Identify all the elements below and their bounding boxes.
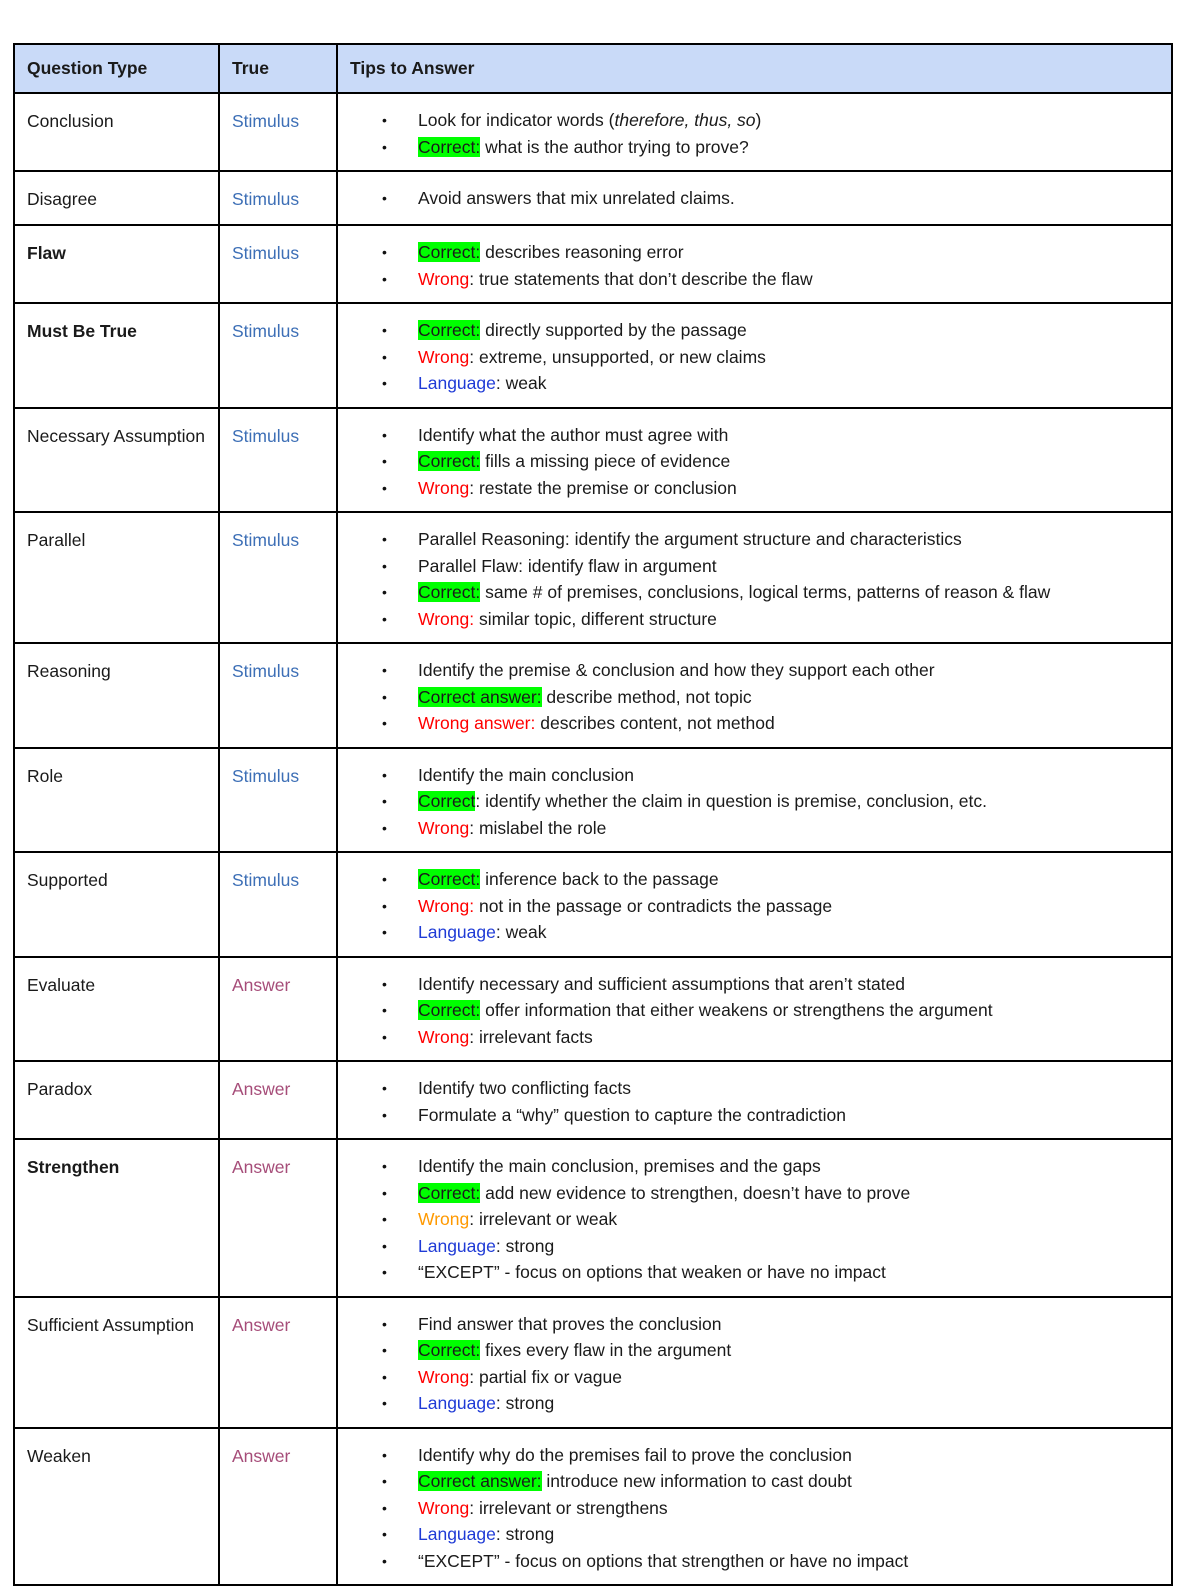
tip-text: Identify the main conclusion, premises and the gaps [418, 1156, 821, 1176]
tip-item [418, 1180, 1161, 1207]
true-cell [219, 93, 337, 171]
tip-item [418, 1311, 1161, 1338]
question-type-cell [14, 225, 219, 303]
question-type-label: Necessary Assumption [27, 425, 205, 446]
tip-item [418, 1337, 1161, 1364]
wrong-label: Wrong [418, 477, 470, 498]
tip-text: describes content, not method [535, 713, 775, 733]
tip-item [418, 866, 1161, 893]
tip-text: same # of premises, conclusions, logical terms, patterns of reason & flaw [480, 582, 1051, 602]
tip-text: add new evidence to strengthen, doesn’t have to prove [480, 1182, 911, 1203]
tip-text: describe method, not topic [541, 686, 752, 707]
tip-item [418, 1233, 1161, 1260]
tip-item [418, 422, 1161, 449]
correct-label: Correct: [418, 582, 481, 602]
tip-text: “EXCEPT” - focus on options that strengthen or have no impact [418, 1550, 909, 1571]
tip-text: : mislabel the role [469, 817, 607, 838]
tips-cell [337, 1139, 1172, 1297]
tip-text: : strong [495, 1235, 555, 1256]
header-tips-label: Tips to Answer [350, 58, 475, 78]
question-type-label: Conclusion [27, 111, 114, 131]
question-type-cell [14, 643, 219, 748]
wrong-label: Wrong [418, 1209, 470, 1229]
tips-cell [337, 512, 1172, 643]
language-label: Language [418, 922, 496, 942]
tip-text: similar topic, different structure [474, 608, 717, 629]
tips-cell [337, 303, 1172, 408]
true-cell [219, 748, 337, 853]
tip-text: Identify necessary and sufficient assumptions that aren’t stated [418, 973, 906, 994]
tip-item [418, 1442, 1161, 1469]
true-value-label: Answer [232, 1157, 291, 1177]
tip-text: Identify why do the premises fail to prove the conclusion [418, 1444, 852, 1465]
true-value-label: Answer [232, 1445, 291, 1466]
tip-text: Avoid answers that mix unrelated claims. [418, 188, 735, 208]
tip-item [418, 1153, 1161, 1180]
tip-text: : strong [495, 1524, 555, 1544]
header-row [14, 44, 1172, 93]
true-cell [219, 1061, 337, 1139]
tip-item [418, 475, 1161, 502]
question-type-label: Flaw [27, 243, 66, 263]
true-cell [219, 1139, 337, 1297]
tips-cell [337, 225, 1172, 303]
tips-list [350, 526, 1161, 632]
table-row [14, 1061, 1172, 1139]
tip-text: : irrelevant facts [469, 1026, 593, 1047]
tip-text: therefore, thus, so [614, 110, 756, 130]
tip-text: fills a missing piece of evidence [480, 451, 731, 471]
tip-item [418, 1521, 1161, 1548]
tip-item [418, 1364, 1161, 1391]
true-cell [219, 852, 337, 957]
language-label: Language [418, 373, 496, 393]
tip-item [418, 710, 1161, 737]
tip-item [418, 788, 1161, 815]
tip-text: : partial fix or vague [469, 1366, 622, 1387]
tip-text: fixes every flaw in the argument [480, 1340, 732, 1360]
language-label: Language [418, 1235, 496, 1256]
tips-list [350, 657, 1161, 737]
tips-list [350, 185, 1161, 212]
true-value-label: Stimulus [232, 425, 300, 446]
tip-item [418, 239, 1161, 266]
question-type-label: Weaken [27, 1445, 91, 1466]
correct-label: Correct: [418, 451, 481, 471]
tip-item [418, 997, 1161, 1024]
true-cell [219, 408, 337, 513]
correct-label: Correct answer: [418, 1471, 542, 1491]
header-question-type-label: Question Type [27, 58, 148, 78]
tip-text: : identify whether the claim in question is premise, conclusion, etc. [475, 791, 988, 811]
tips-cell [337, 1428, 1172, 1586]
tip-text: Parallel Reasoning: identify the argument structure and characteristics [418, 529, 962, 549]
wrong-label: Wrong [418, 268, 470, 289]
tip-item [418, 317, 1161, 344]
table-row [14, 171, 1172, 225]
correct-label: Correct: [418, 1182, 481, 1203]
tip-text: offer information that either weakens or strengthens the argument [480, 1000, 993, 1020]
tip-text: : extreme, unsupported, or new claims [469, 346, 766, 367]
tip-text: : irrelevant or weak [469, 1209, 618, 1229]
question-type-cell [14, 303, 219, 408]
tip-text: Identify what the author must agree with [418, 424, 729, 445]
table-row [14, 512, 1172, 643]
tip-item [418, 1548, 1161, 1575]
header-true-label: True [232, 58, 269, 78]
table-row [14, 93, 1172, 171]
tip-item [418, 344, 1161, 371]
true-cell [219, 957, 337, 1062]
tip-item [418, 1206, 1161, 1233]
tip-item [418, 266, 1161, 293]
true-value-label: Stimulus [232, 661, 300, 681]
tip-text: ) [755, 110, 762, 130]
wrong-label: Wrong [418, 1497, 470, 1518]
tip-item [418, 893, 1161, 920]
tip-item [418, 579, 1161, 606]
table-row [14, 1297, 1172, 1428]
tip-text: Find answer that proves the conclusion [418, 1313, 722, 1334]
tip-item [418, 107, 1161, 134]
wrong-label: Wrong: [418, 895, 475, 916]
table-row [14, 957, 1172, 1062]
tip-item [418, 1024, 1161, 1051]
tips-list [350, 239, 1161, 292]
question-type-cell [14, 1428, 219, 1586]
correct-label: Correct: [418, 320, 481, 340]
wrong-label: Wrong answer: [418, 713, 536, 733]
tip-item [418, 1259, 1161, 1286]
wrong-label: Wrong [418, 817, 470, 838]
tip-text: what is the author trying to prove? [480, 136, 749, 157]
question-type-cell [14, 1061, 219, 1139]
question-type-cell [14, 957, 219, 1062]
question-type-cell [14, 1139, 219, 1297]
true-cell [219, 303, 337, 408]
tips-list [350, 762, 1161, 842]
tip-item [418, 1468, 1161, 1495]
table-row [14, 643, 1172, 748]
header-true [219, 44, 337, 93]
tip-text: : weak [495, 373, 547, 393]
tip-text: “EXCEPT” - focus on options that weaken or have no impact [418, 1262, 886, 1282]
question-type-cell [14, 1297, 219, 1428]
question-type-label: Sufficient Assumption [27, 1314, 194, 1335]
tip-item [418, 684, 1161, 711]
question-type-cell [14, 93, 219, 171]
tip-text: : weak [495, 922, 547, 942]
true-value-label: Stimulus [232, 765, 300, 786]
tips-cell [337, 408, 1172, 513]
question-type-label: Strengthen [27, 1157, 120, 1177]
question-type-cell [14, 408, 219, 513]
question-type-label: Role [27, 765, 63, 786]
table-row [14, 408, 1172, 513]
wrong-label: Wrong [418, 1026, 470, 1047]
tip-text: describes reasoning error [480, 242, 684, 262]
table-row [14, 748, 1172, 853]
true-value-label: Answer [232, 974, 291, 995]
true-cell [219, 225, 337, 303]
tips-cell [337, 748, 1172, 853]
tip-text: Identify the premise & conclusion and how they support each other [418, 660, 935, 680]
tip-text: Identify the main conclusion [418, 764, 634, 785]
correct-label: Correct: [418, 1340, 481, 1360]
question-type-cell [14, 748, 219, 853]
tips-cell [337, 852, 1172, 957]
true-value-label: Answer [232, 1079, 291, 1099]
tip-text: Identify two conflicting facts [418, 1078, 632, 1098]
tips-list [350, 1311, 1161, 1417]
tip-item [418, 134, 1161, 161]
question-type-label: Paradox [27, 1079, 93, 1099]
table-row [14, 303, 1172, 408]
true-cell [219, 1428, 337, 1586]
tip-text: : restate the premise or conclusion [469, 477, 737, 498]
question-type-label: Supported [27, 870, 108, 890]
correct-label: Correct: [418, 136, 481, 157]
true-value-label: Stimulus [232, 321, 300, 341]
tips-list [350, 1153, 1161, 1286]
question-type-label: Disagree [27, 189, 98, 209]
language-label: Language [418, 1524, 496, 1544]
tips-cell [337, 643, 1172, 748]
language-label: Language [418, 1393, 496, 1413]
true-value-label: Stimulus [232, 870, 300, 890]
tip-item [418, 815, 1161, 842]
tip-text: : irrelevant or strengthens [469, 1497, 668, 1518]
true-value-label: Stimulus [232, 530, 300, 550]
question-type-cell [14, 512, 219, 643]
true-value-label: Stimulus [232, 111, 300, 131]
tip-item [418, 1075, 1161, 1102]
tip-text: introduce new information to cast doubt [541, 1471, 852, 1491]
tips-cell [337, 957, 1172, 1062]
tip-item [418, 370, 1161, 397]
tip-text: Look for indicator words ( [418, 110, 615, 130]
tip-text: : strong [495, 1393, 555, 1413]
tip-item [418, 526, 1161, 553]
question-type-table [13, 43, 1173, 1586]
wrong-label: Wrong [418, 1366, 470, 1387]
question-type-cell [14, 171, 219, 225]
tips-list [350, 422, 1161, 502]
correct-label: Correct [418, 791, 476, 811]
tips-list [350, 1442, 1161, 1575]
question-type-cell [14, 852, 219, 957]
tips-list [350, 866, 1161, 946]
tip-item [418, 971, 1161, 998]
table-row [14, 225, 1172, 303]
tip-item [418, 553, 1161, 580]
true-value-label: Answer [232, 1314, 291, 1335]
tip-text: directly supported by the passage [480, 320, 747, 340]
tip-item [418, 606, 1161, 633]
table-row [14, 1428, 1172, 1586]
tip-item [418, 762, 1161, 789]
tip-item [418, 1390, 1161, 1417]
correct-label: Correct: [418, 1000, 481, 1020]
correct-label: Correct: [418, 869, 481, 889]
true-cell [219, 171, 337, 225]
tip-item [418, 185, 1161, 212]
tips-cell [337, 1297, 1172, 1428]
tip-text: not in the passage or contradicts the passage [474, 895, 833, 916]
tips-cell [337, 93, 1172, 171]
table-row [14, 1139, 1172, 1297]
tip-text: inference back to the passage [480, 869, 719, 889]
table-row [14, 852, 1172, 957]
wrong-label: Wrong: [418, 608, 475, 629]
tips-cell [337, 171, 1172, 225]
true-cell [219, 643, 337, 748]
correct-label: Correct: [418, 242, 481, 262]
tip-item [418, 1495, 1161, 1522]
tip-text: : true statements that don’t describe the flaw [469, 268, 813, 289]
tips-list [350, 971, 1161, 1051]
tip-item [418, 1102, 1161, 1129]
tip-item [418, 657, 1161, 684]
tip-text: Formulate a “why” question to capture the contradiction [418, 1104, 846, 1125]
tips-list [350, 107, 1161, 160]
tip-item [418, 919, 1161, 946]
tips-cell [337, 1061, 1172, 1139]
tip-text: Parallel Flaw: identify flaw in argument [418, 555, 717, 576]
true-value-label: Stimulus [232, 189, 300, 209]
true-cell [219, 512, 337, 643]
question-type-label: Must Be True [27, 321, 137, 341]
tips-list [350, 317, 1161, 397]
question-type-label: Reasoning [27, 661, 111, 681]
question-type-label: Evaluate [27, 974, 96, 995]
true-value-label: Stimulus [232, 243, 300, 263]
tips-list [350, 1075, 1161, 1128]
header-question-type [14, 44, 219, 93]
question-type-label: Parallel [27, 530, 86, 550]
wrong-label: Wrong [418, 346, 470, 367]
correct-label: Correct answer: [418, 686, 542, 707]
header-tips [337, 44, 1172, 93]
tip-item [418, 448, 1161, 475]
true-cell [219, 1297, 337, 1428]
